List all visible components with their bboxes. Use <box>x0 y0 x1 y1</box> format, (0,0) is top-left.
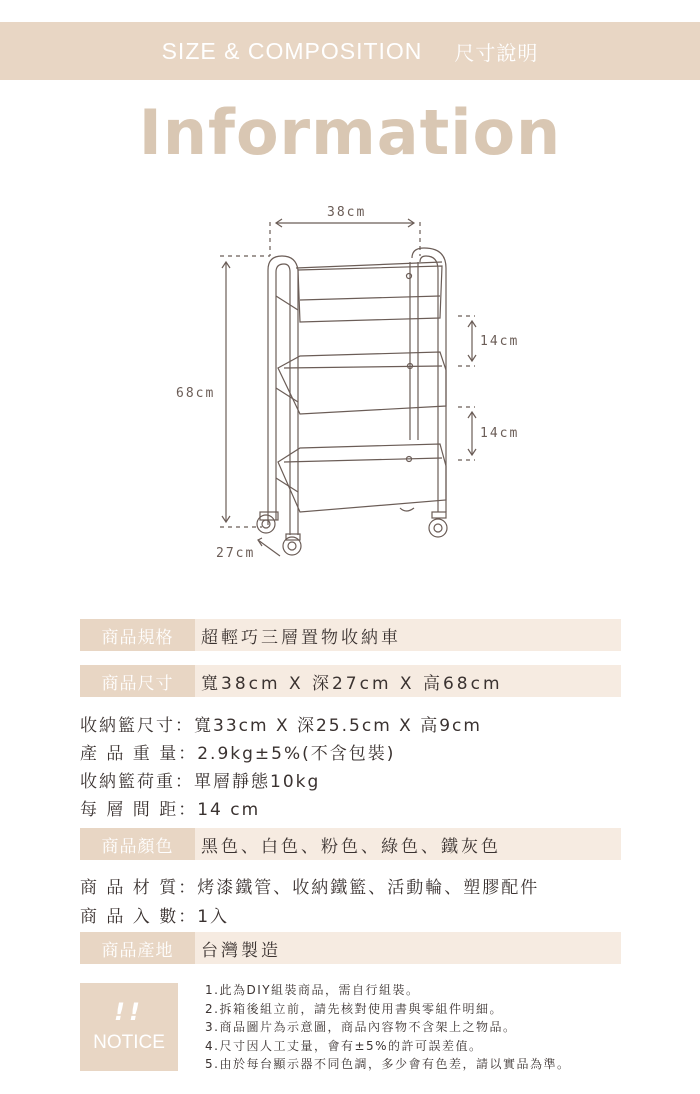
spec-basket-size-row <box>80 711 482 736</box>
notice-item: 4.尺寸因人工丈量，會有±5%的許可誤差值。 <box>205 1038 483 1053</box>
notice-item: 3.商品圖片為示意圖，商品內容物不含架上之物品。 <box>205 1020 517 1034</box>
gap-lower-label: 14cm <box>480 426 520 441</box>
page-title: Information <box>138 96 562 169</box>
spec-load-value: 單層靜態10kg <box>194 772 321 792</box>
dimension-guides <box>220 222 475 527</box>
spec-weight-value: 2.9kg±5%(不含包裝) <box>197 744 396 764</box>
spec-weight-row <box>80 739 395 764</box>
spec-spacing-row <box>80 795 260 820</box>
notice-item: 5.由於每台顯示器不同色調，多少會有色差，請以實品為準。 <box>205 1057 571 1071</box>
spec-material-label: 商 品 材 質： <box>80 878 198 898</box>
spec-basket-size-label: 收納籃尺寸： <box>80 716 194 736</box>
spec-material-row <box>80 873 539 898</box>
height-label: 68cm <box>176 386 216 401</box>
gap-upper-label: 14cm <box>480 334 520 349</box>
spec-material-value: 烤漆鐵管、收納鐵籃、活動輪、塑膠配件 <box>197 878 540 898</box>
spec-origin-label: 商品產地 <box>80 932 195 964</box>
spec-size-bar <box>80 665 621 697</box>
spec-spacing-label: 每 層 間 距： <box>80 800 198 820</box>
header-title-en: SIZE & COMPOSITION <box>161 37 423 64</box>
spec-colors-value: 黑色、白色、粉色、綠色、鐵灰色 <box>201 836 501 857</box>
spec-name-label: 商品規格 <box>80 619 195 651</box>
spec-name-bar <box>80 619 621 651</box>
basket-top <box>296 262 442 322</box>
spec-spacing-value: 14 cm <box>197 800 261 820</box>
spec-size-value: 寬38cm X 深27cm X 高68cm <box>201 673 503 694</box>
notice-badge <box>80 983 178 1071</box>
exclamation-icon: !! <box>114 998 144 1026</box>
notice-item: 2.拆箱後組立前，請先核對使用書與零組件明細。 <box>205 1001 503 1016</box>
basket-bottom <box>278 444 446 512</box>
spec-size-label: 商品尺寸 <box>80 665 195 697</box>
spec-load-row <box>80 767 320 792</box>
notice-item: 1.此為DIY組裝商品，需自行組裝。 <box>205 983 420 997</box>
spec-origin-bar <box>80 932 621 964</box>
spec-quantity-value: 1入 <box>197 907 230 927</box>
spec-name-value: 超輕巧三層置物收納車 <box>201 627 401 648</box>
spec-colors-bar <box>80 828 621 860</box>
spec-quantity-label: 商 品 入 數： <box>80 907 198 927</box>
spec-quantity-row <box>80 902 229 927</box>
notice-label: NOTICE <box>93 1032 165 1053</box>
spec-origin-value: 台灣製造 <box>201 940 281 961</box>
spec-load-label: 收納籃荷重： <box>80 772 194 792</box>
width-label: 38cm <box>327 205 367 220</box>
spec-basket-size-value: 寬33cm X 深25.5cm X 高9cm <box>194 716 482 736</box>
spec-weight-label: 產 品 重 量： <box>80 744 198 764</box>
spec-colors-label: 商品顏色 <box>80 828 195 860</box>
notice-list <box>205 981 570 1074</box>
wheels <box>257 508 447 555</box>
depth-label: 27cm <box>216 546 256 561</box>
basket-middle <box>278 352 446 414</box>
header-title-zh: 尺寸說明 <box>454 40 539 65</box>
